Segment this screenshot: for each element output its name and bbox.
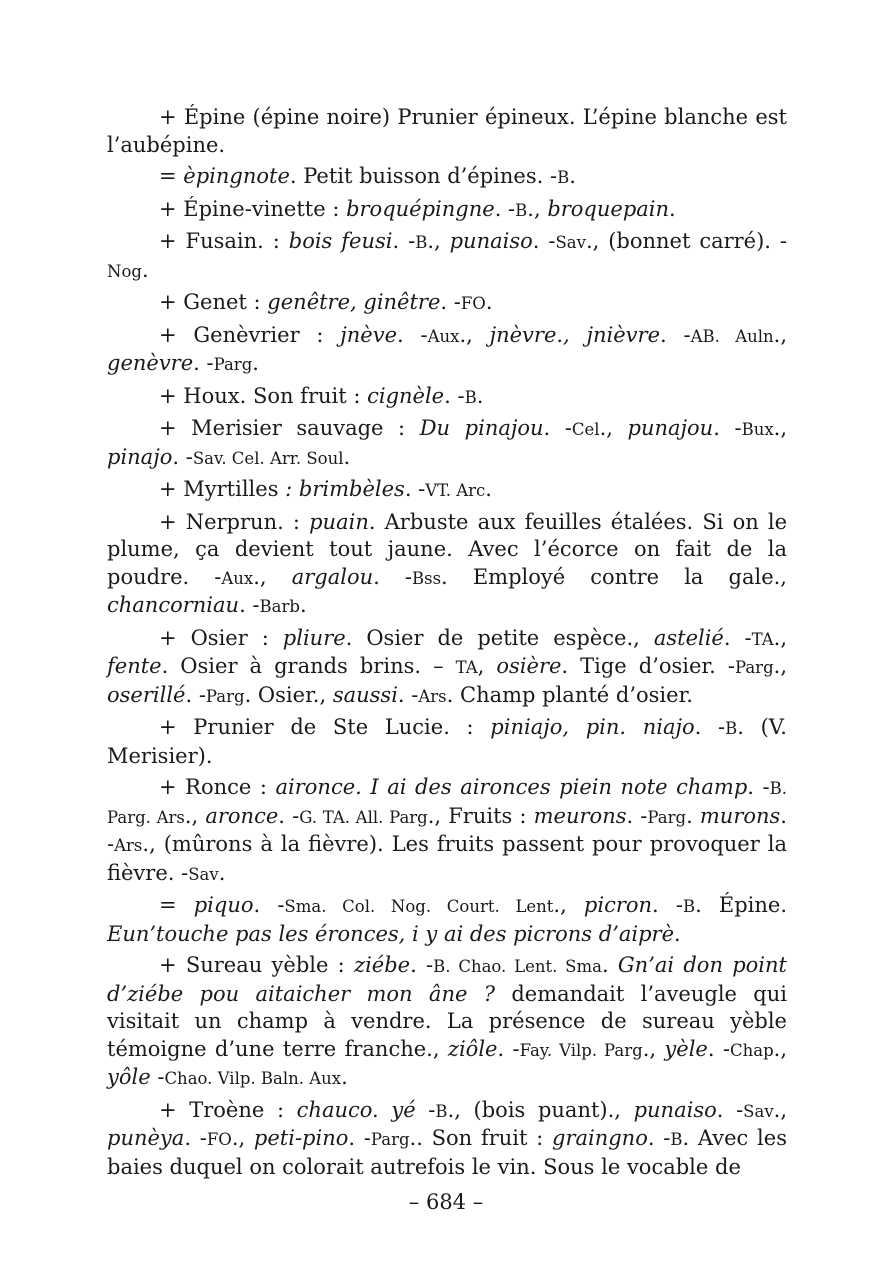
dialect-term: yôle [107,1065,151,1089]
place-abbreviation: B [415,233,428,252]
entry-text: + Sureau yèble : [159,953,354,977]
place-abbreviation: Parg [370,1130,410,1149]
entry-text: . Tige d’osier. - [561,654,735,678]
dialect-term: yèle [664,1036,708,1061]
entry-text: . - [543,416,572,440]
place-abbreviation: Bss [411,568,442,588]
place-abbreviation: Ars [418,686,447,706]
glossary-entry [107,383,787,412]
entry-text: + Nerprun. : [159,509,310,534]
entry-text: . - [193,351,214,375]
place-abbreviation: VT. Arc [425,481,486,500]
entry-text: , [477,654,497,678]
place-abbreviation: B. Parg. Ars [107,779,787,827]
dialect-term: piquo [193,893,254,917]
entry-text: . [252,351,259,375]
entry-text: . - [440,290,461,314]
place-abbreviation: Bux [741,420,774,439]
dialect-term: chancorniau [107,593,240,617]
place-abbreviation: B [682,897,696,916]
entry-text: - [150,1065,165,1089]
place-abbreviation: B [725,719,738,738]
entry-text: ., [773,625,788,650]
dialect-term: ziébe [354,953,411,977]
entry-text: - [415,1097,436,1122]
dialect-term: pinajo [107,444,173,469]
entry-text: . - [532,229,556,253]
dialect-term: peti-pino [253,1126,349,1150]
document-body [107,104,787,1185]
place-abbreviation: Parg [205,686,245,706]
entry-text: . Avec les baies duquel on colorait autrefois le vin. Sous le vocable de [107,1126,787,1179]
place-abbreviation: Chap [729,1040,774,1060]
place-abbreviation: Parg [213,355,253,374]
entry-text: . [299,593,307,617]
entry-text: + Fusain. : [159,229,289,253]
entry-text: . - [497,1036,520,1061]
place-abbreviation: Aux [221,568,254,588]
entry-text: . - [184,1126,207,1150]
glossary-entry [107,625,787,711]
entry-text: . - [747,775,770,799]
entry-text: demandait l’aveugle qui visitait un champ à vendre. La présence de sureau yèble témoigne d’une terre franche., [107,981,787,1061]
dialect-term: argalou [291,564,374,589]
entry-text: . - [713,416,742,440]
page-number: – 684 – [408,1190,484,1214]
place-abbreviation: Parg [647,807,687,827]
entry-text: . - [239,593,260,617]
place-abbreviation: B [515,200,528,220]
place-abbreviation: Ars [114,836,143,855]
entry-text: . [601,953,618,977]
entry-text: = [159,893,194,917]
entry-text: . - [694,715,726,739]
entry-text: . - [172,444,193,469]
entry-text: . Osier de petite espèce., [345,625,654,650]
entry-text: . - [410,953,434,977]
glossary-entry [107,104,787,159]
entry-text: . Petit buisson d’épines. - [289,164,558,188]
dialect-term: punajou [627,416,714,440]
entry-text: . [218,860,226,885]
place-abbreviation: Sav [188,864,219,884]
dialect-term: broquepain [547,196,670,221]
dialect-term: genèvre [107,351,194,375]
dialect-term: punaiso [449,229,533,253]
place-abbreviation: B [435,1101,448,1121]
place-abbreviation: TA [455,658,478,677]
dialect-term: pliure [282,625,346,650]
dialect-term: Du pinajou [419,416,544,440]
entry-text: ., [184,803,206,828]
entry-text: . [141,257,149,282]
entry-text: ., [253,564,292,589]
place-abbreviation: Sav. Cel. Arr. Soul [192,448,344,468]
entry-text: + Osier : [159,625,283,650]
entry-text: . [569,164,576,188]
glossary-entry [107,289,787,318]
dialect-term: piniajo, pin. niajo [490,715,695,739]
place-abbreviation: FO [206,1130,232,1149]
entry-text: . - [278,803,300,828]
entry-text: . - [348,1126,371,1150]
dialect-term: picron [583,893,653,917]
entry-text: ., [599,416,628,440]
entry-text: . - [716,1097,744,1122]
glossary-entry [107,892,787,948]
entry-text: . - [723,625,752,650]
entry-text: + Épine-vinette : [159,196,347,221]
entry-text: ., [553,893,584,917]
entry-text: . - [444,383,465,408]
entry-text: . - [404,477,426,501]
entry-text: ., [459,322,490,347]
place-abbreviation: Cel [571,420,600,439]
dialect-term: èpingnote [183,164,290,188]
dialect-term: jnève [340,322,398,347]
entry-text: . [485,477,492,501]
entry-text: ., [773,416,787,440]
entry-text: . [485,290,493,314]
entry-text: . - [185,682,206,707]
dialect-term: punèya [107,1126,185,1150]
dialect-term: aronce [205,803,279,828]
dialect-term: Gn’ai don point d’ziébe pou aitaicher mon âne ? [107,953,787,1006]
entry-text: . - [707,1036,730,1061]
entry-text: ., [773,1036,787,1061]
place-abbreviation: B [464,387,477,407]
dialect-term: oserillé [107,682,186,707]
entry-text: ., [427,229,450,253]
entry-text: + Genèvrier : [159,322,341,347]
entry-text: + Merisier sauvage : [159,416,420,440]
entry-text: . Arbuste aux feuilles étalées. Si on le plume, ça devient tout jaune. Avec l’écorce on fait de la poudre. - [107,509,788,589]
entry-text: ., [642,1036,665,1061]
entry-text: . - [652,893,683,917]
dialect-term: bois feusi [288,229,393,253]
glossary-entry [107,196,787,225]
entry-text: + Ronce : [159,775,276,799]
place-abbreviation: Parg [734,658,774,677]
dialect-term: jnèvre., jnièvre [489,322,661,347]
dialect-term: osière [496,654,562,678]
entry-text: + Épine (épine noire) Prunier épineux. L’épine blanche est l’aubépine. [107,105,787,157]
glossary-entry [107,509,787,621]
place-abbreviation: AB. Auln [690,326,774,346]
dialect-term: saussi [332,682,398,707]
entry-text: ., [231,1126,254,1150]
entry-text: . Épine. [695,893,788,917]
glossary-entry [107,228,787,285]
entry-text: + Genet : [159,290,268,314]
place-abbreviation: G. TA. All. Parg [299,807,428,827]
dialect-term: murons [699,803,781,828]
place-abbreviation: Nog [107,261,142,281]
dialect-term: meurons [533,803,627,828]
entry-text: . Champ planté d’osier. [446,682,693,707]
entry-text: + Troène : [159,1097,297,1122]
dialect-term: Eun’touche pas les éronces, i y ai des picrons d’aiprè. [107,921,681,946]
dialect-term: broquépingne [346,196,495,221]
place-abbreviation: Aux [427,326,460,346]
entry-text: . - [397,322,428,347]
entry-text: . - [373,564,412,589]
entry-text: . - [397,682,419,707]
dialect-term: aironce. I ai des aironces piein note champ [275,775,748,799]
place-abbreviation: Sav [743,1101,774,1121]
entry-text: ., [773,322,788,347]
entry-text: . Employé contre la gale., [441,564,787,589]
place-abbreviation: Sma. Col. Nog. Court. Lent [284,897,554,916]
entry-text: + Houx. Son fruit : [159,383,368,408]
entry-text: . [669,196,676,221]
dialect-term: genêtre, ginêtre [267,290,441,314]
entry-text: . - [107,803,787,856]
glossary-entry [107,952,787,1093]
dialect-term: astelié [653,625,724,650]
place-abbreviation: B [557,168,570,187]
dialect-term: : brimbèles [285,477,405,501]
dialect-term: puain [309,509,369,534]
entry-text: . [686,803,700,828]
place-abbreviation: Fay. Vilp. Parg [519,1040,643,1060]
place-abbreviation: FO [460,294,486,313]
dialect-term: graingno [552,1126,648,1150]
entry-text: . - [253,893,285,917]
glossary-entry [107,415,787,472]
entry-text: . [343,444,351,469]
entry-text: ., (bois puant)., [447,1097,634,1122]
entry-text: ., [773,1097,787,1122]
entry-text: . [476,383,484,408]
place-abbreviation: Barb [259,597,300,616]
entry-text: + Myrtilles [159,477,286,501]
dialect-term: ziôle [447,1036,498,1061]
entry-text: .. Son fruit : [409,1126,552,1150]
glossary-entry [107,1097,787,1182]
glossary-entry [107,714,787,770]
entry-text: ., [773,654,787,678]
place-abbreviation: TA [751,629,774,649]
entry-text: . (V. Merisier). [107,715,787,768]
place-abbreviation: Sav [555,233,586,252]
entry-text: ., Fruits : [427,803,534,828]
glossary-entry [107,322,787,379]
entry-text: ., [527,196,548,221]
entry-text: + Prunier de Ste Lucie. : [159,715,491,739]
entry-text: = [159,164,184,188]
entry-text: ., (mûrons à la fièvre). Les fruits passent pour provoquer la fièvre. - [107,832,787,885]
dialect-term: punaiso [633,1097,717,1122]
entry-text: . Osier., [244,682,333,707]
glossary-entry [107,476,787,505]
place-abbreviation: Chao. Vilp. Baln. Aux [164,1069,342,1088]
entry-text: . - [647,1126,671,1150]
dialect-term: cignèle [367,383,445,408]
entry-text: . - [660,322,691,347]
entry-text: . [341,1065,348,1089]
entry-text: . - [392,229,416,253]
glossary-entry [107,774,787,888]
place-abbreviation: B. Chao. Lent. Sma [433,957,602,976]
dialect-term: fente [107,654,162,678]
entry-text: . - [494,196,516,221]
glossary-entry [107,163,787,192]
entry-text: . Osier à grands brins. – [161,654,456,678]
entry-text: ., (bonnet carré). - [585,229,787,253]
place-abbreviation: B [670,1130,683,1149]
dialect-term: chauco. yé [296,1097,416,1122]
entry-text: . - [626,803,648,828]
